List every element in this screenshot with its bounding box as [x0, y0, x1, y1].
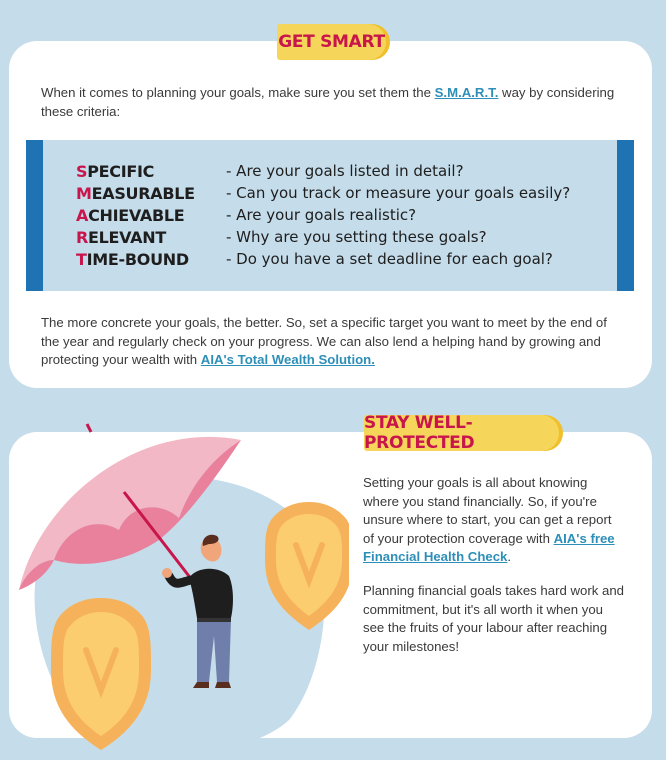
protection-paragraph: [363, 474, 625, 567]
planning-paragraph: Planning financial goals takes hard work and commitment, but it's all worth it when you see the fruits of your labour after reaching your milestones!: [363, 583, 624, 654]
smart-link[interactable]: S.M.A.R.T.: [434, 85, 499, 100]
total-wealth-link[interactable]: AIA's Total Wealth Solution.: [200, 352, 375, 367]
criteria-term: ACHIEVABLE: [76, 206, 185, 225]
criteria-desc: - Are your goals listed in detail?: [226, 162, 464, 180]
criteria-term: TIME-BOUND: [76, 250, 189, 269]
criteria-row-specific: [76, 162, 464, 184]
protection-text: Setting your goals is all about knowing where you stand financially. So, if you're unsure where to start, you can get a report of your protection coverage with: [363, 475, 612, 546]
protection-text-end: .: [507, 549, 512, 564]
criteria-desc: - Are your goals realistic?: [226, 206, 417, 224]
get-smart-badge: GET SMART: [277, 24, 386, 60]
criteria-row-relevant: [76, 228, 487, 250]
stay-protected-badge: STAY WELL-PROTECTED: [364, 415, 559, 451]
intro-text: When it comes to planning your goals, make sure you set them the: [41, 85, 435, 100]
criteria-desc: - Why are you setting these goals?: [226, 228, 487, 246]
umbrella-illustration: [9, 420, 349, 750]
outro-paragraph: [41, 314, 623, 370]
financial-health-check-link[interactable]: AIA's free Financial Health Check: [363, 530, 615, 564]
outro-text: The more concrete your goals, the better. So, set a specific target you want to meet by the end of the year and regularly check on your progress. We can also lend a helping hand by growing and protecting your wealth with: [41, 315, 607, 367]
criteria-row-measurable: [76, 184, 570, 206]
criteria-term: MEASURABLE: [76, 184, 195, 203]
criteria-term: RELEVANT: [76, 228, 166, 247]
criteria-term: SPECIFIC: [76, 162, 155, 181]
intro-paragraph: [41, 84, 621, 121]
criteria-row-achievable: [76, 206, 416, 228]
intro-text-end: way by considering these criteria:: [41, 85, 615, 119]
criteria-row-time-bound: [76, 250, 553, 272]
criteria-desc: - Can you track or measure your goals easily?: [226, 184, 571, 202]
criteria-desc: - Do you have a set deadline for each goal?: [226, 250, 553, 268]
smart-criteria-box: [26, 140, 634, 291]
